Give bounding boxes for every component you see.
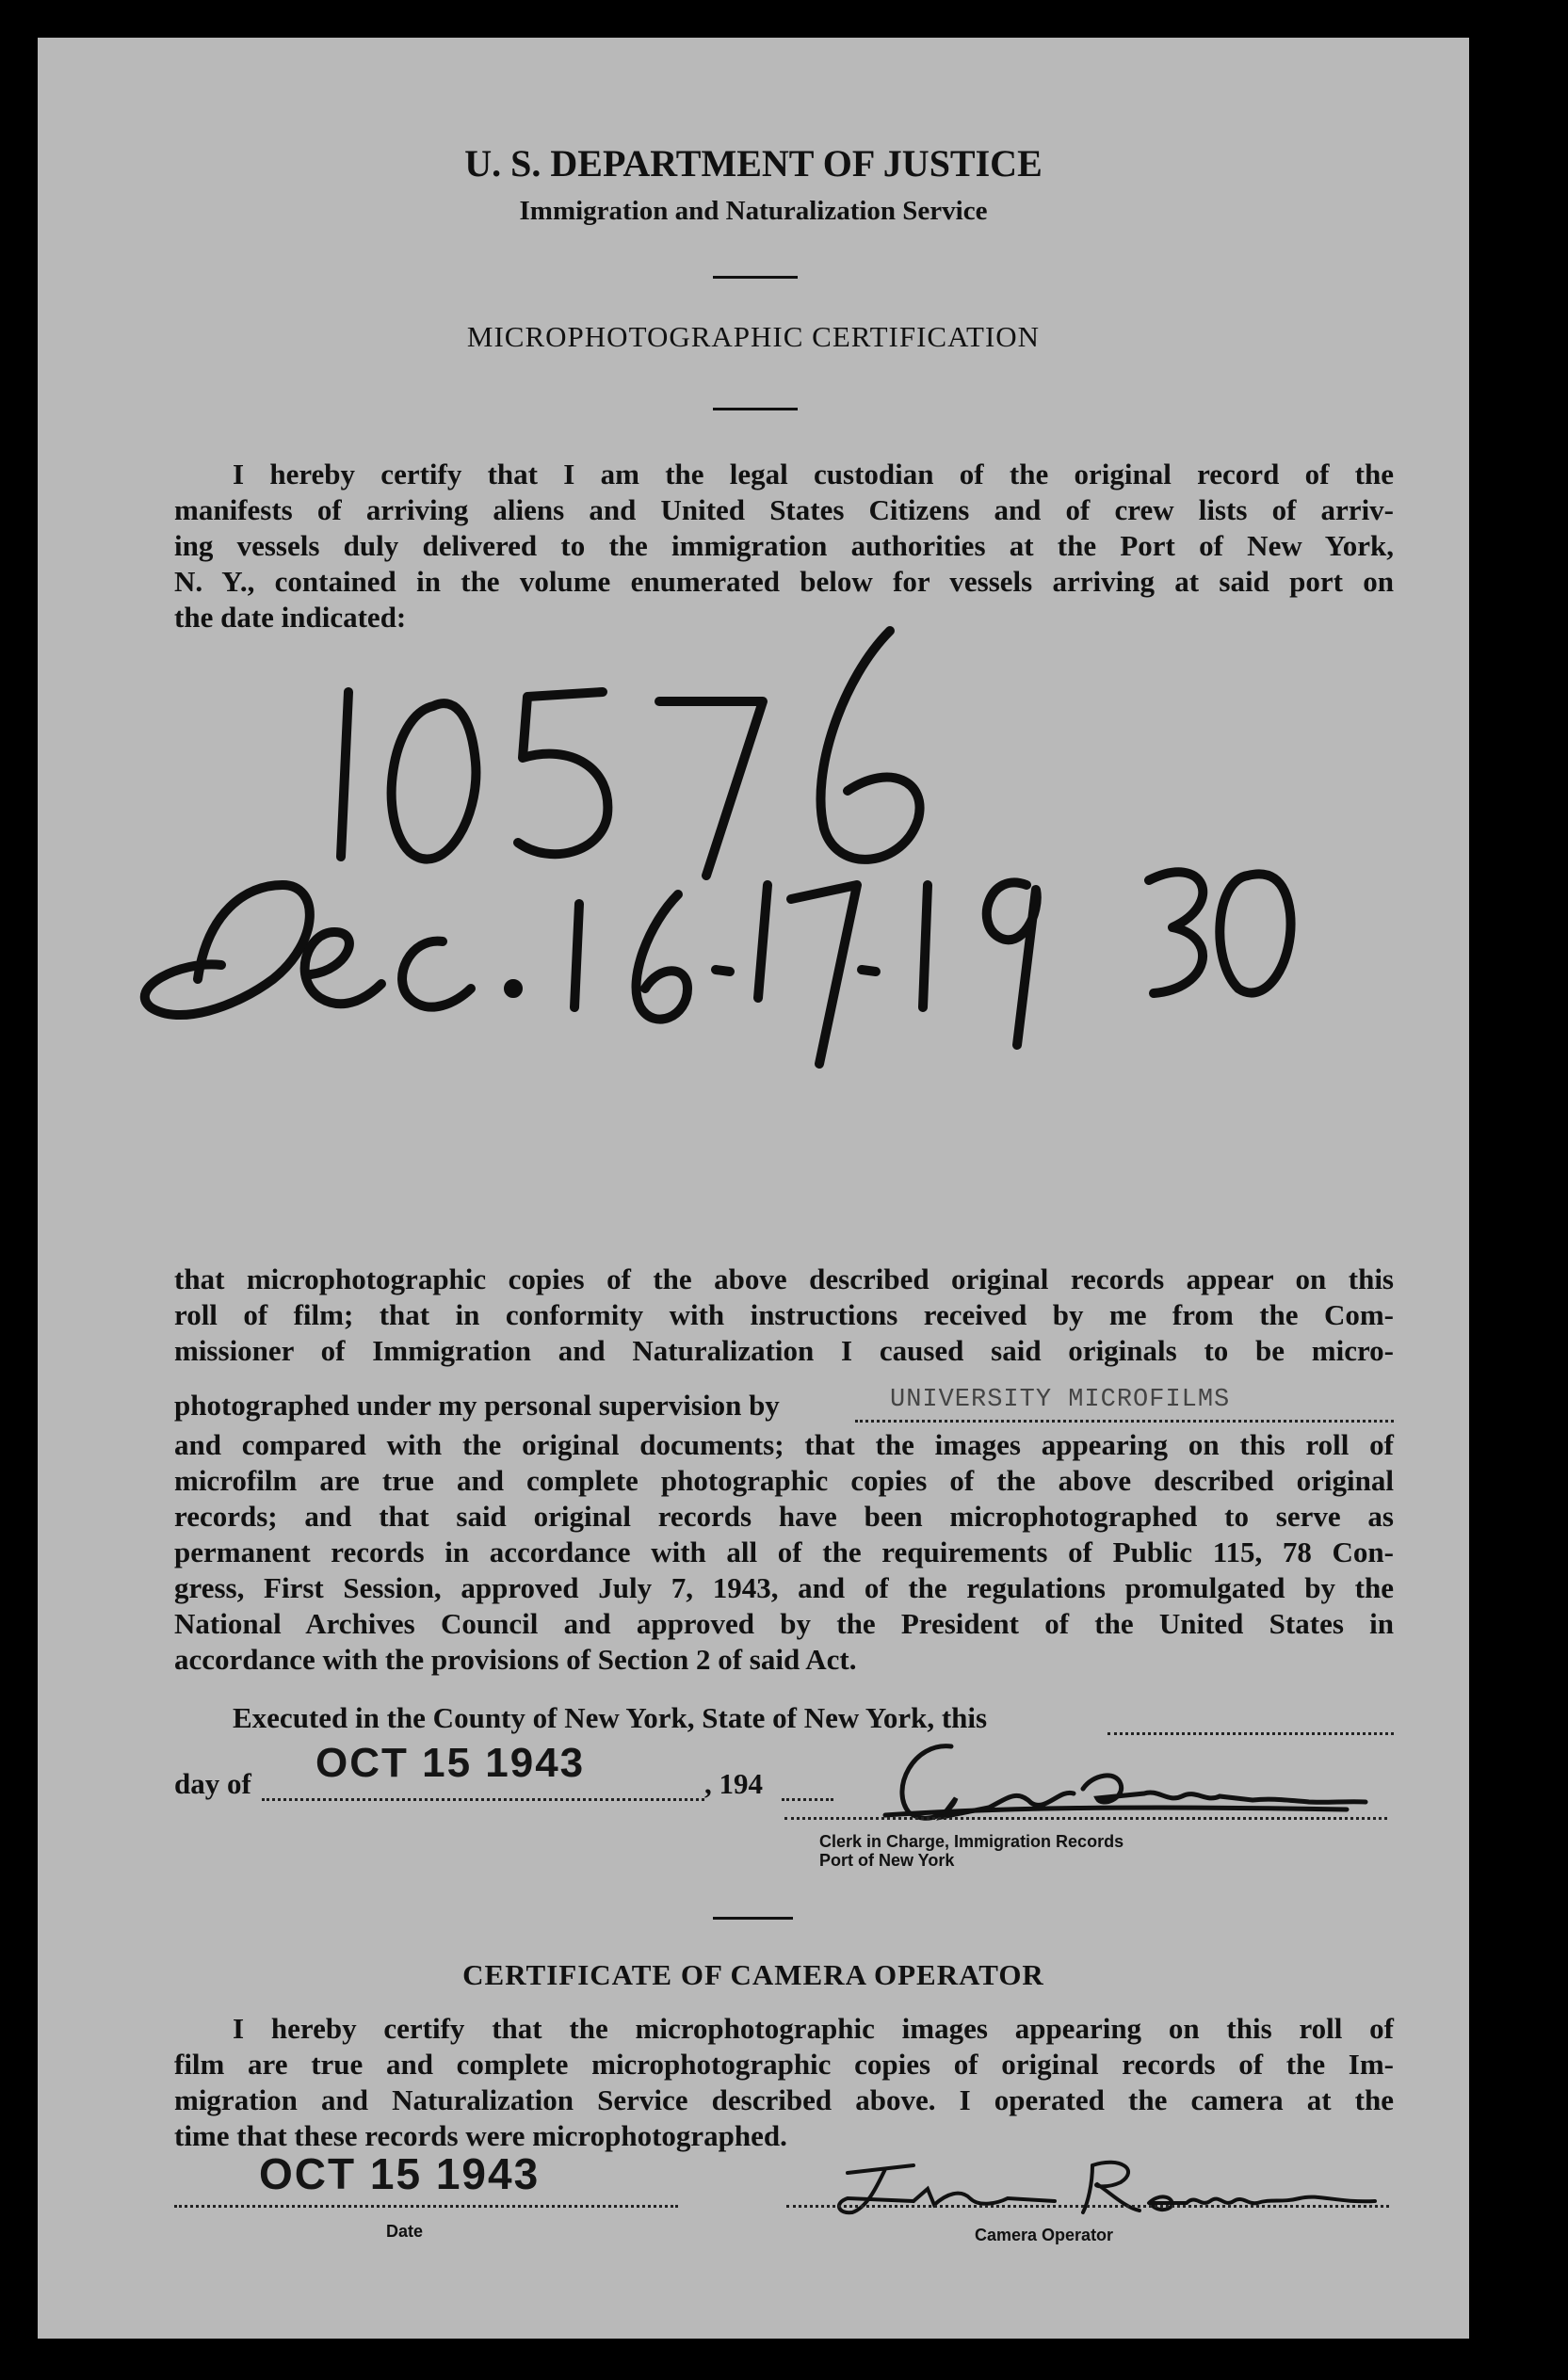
paragraph-line: I hereby certify that I am the legal custodian of the original record of the <box>233 458 1394 490</box>
date-label: Date <box>386 2222 424 2241</box>
divider <box>713 276 798 279</box>
paragraph-line: migration and Naturalization Service described above. I operated the camera at the <box>174 2083 1394 2116</box>
clerk-title-line: Clerk in Charge, Immigration Records <box>819 1832 1124 1851</box>
service-subtitle: Immigration and Naturalization Service <box>519 196 988 226</box>
paragraph-line: National Archives Council and approved by the President of the United States in <box>174 1607 1394 1640</box>
executed-text: Executed in the County of New York, State of New York, this <box>233 1701 988 1734</box>
paragraph-line: manifests of arriving aliens and United States Citizens and of crew lists of arriv- <box>174 493 1394 526</box>
camera-operator-signature <box>810 2147 1413 2231</box>
signature-dotted-line <box>784 1817 1387 1820</box>
year-suffix: , 194 <box>704 1767 763 1800</box>
certification-heading: MICROPHOTOGRAPHIC CERTIFICATION <box>466 320 1041 353</box>
body-paragraph <box>174 1262 1394 1369</box>
operator-dotted-line <box>786 2205 1389 2208</box>
camera-operator-heading: CERTIFICATE OF CAMERA OPERATOR <box>462 1958 1044 1991</box>
dotted-fill-line <box>262 1798 704 1801</box>
camera-operator-paragraph <box>174 2011 1394 2154</box>
divider <box>713 408 798 410</box>
hand-letter <box>402 941 471 1007</box>
paragraph-line: microfilm are true and complete photographic copies of the above described original <box>174 1464 1394 1497</box>
day-of-stamp: OCT 15 1943 <box>315 1740 586 1786</box>
hand-digit <box>341 692 348 857</box>
paragraph-line: accordance with the provisions of Section 2 of said Act. <box>174 1643 857 1676</box>
paragraph-line: time that these records were microphotographed. <box>174 2119 787 2152</box>
divider <box>713 1917 793 1920</box>
paragraph-line: roll of film; that in conformity with instructions received by me from the Com- <box>174 1298 1394 1331</box>
year-suffix-line <box>704 1766 808 1802</box>
paragraph-line: ing vessels duly delivered to the immigration authorities at the Port of New York, <box>174 529 1394 562</box>
paragraph-line: missioner of Immigration and Naturalization I caused said originals to be micro- <box>174 1334 1394 1367</box>
paragraph-line: records; and that said original records have been microphotographed to serve as <box>174 1500 1394 1533</box>
clerk-title <box>819 1832 1123 1870</box>
dotted-fill-line <box>782 1798 833 1801</box>
handwritten-volume-and-dates <box>38 603 1469 1092</box>
paragraph-line: the date indicated: <box>174 601 407 634</box>
department-title: U. S. DEPARTMENT OF JUSTICE <box>464 142 1043 185</box>
clerk-title-line: Port of New York <box>819 1851 955 1870</box>
camera-operator-label: Camera Operator <box>975 2226 1114 2244</box>
hand-digit <box>820 631 919 860</box>
body-paragraph-2 <box>174 1427 1394 1678</box>
day-of-label: day of <box>174 1767 251 1800</box>
camera-date-stamp: OCT 15 1943 <box>259 2149 541 2198</box>
paragraph-line: I hereby certify that the microphotographic images appearing on this roll of <box>233 2012 1394 2045</box>
executed-line <box>174 1700 1394 1736</box>
hand-letter <box>305 932 381 1004</box>
dotted-fill-line <box>855 1420 1394 1423</box>
date-dotted-line <box>174 2205 678 2208</box>
paragraph-line: that microphotographic copies of the above described original records appear on this <box>174 1262 1394 1295</box>
paragraph-line: N. Y., contained in the volume enumerated below for vessels arriving at said port on <box>174 565 1394 598</box>
supervision-stamp: UNIVERSITY MICROFILMS <box>890 1386 1231 1414</box>
certificate-sheet <box>38 38 1469 2339</box>
hand-digit <box>392 703 477 859</box>
hand-digit <box>518 692 607 854</box>
paragraph-line: film are true and complete microphotographic copies of original records of the Im- <box>174 2048 1394 2081</box>
hand-digit <box>659 701 763 876</box>
paragraph-line: and compared with the original documents; that the images appearing on this roll of <box>174 1428 1394 1461</box>
supervision-prefix: photographed under my personal supervision by <box>174 1389 780 1422</box>
paragraph-line: gress, First Session, approved July 7, 1943, and of the regulations promulgated by the <box>174 1571 1394 1604</box>
clerk-signature <box>857 1732 1384 1836</box>
hand-letter <box>145 885 310 1015</box>
paragraph-line: permanent records in accordance with all of the requirements of Public 115, 78 Con- <box>174 1536 1394 1568</box>
